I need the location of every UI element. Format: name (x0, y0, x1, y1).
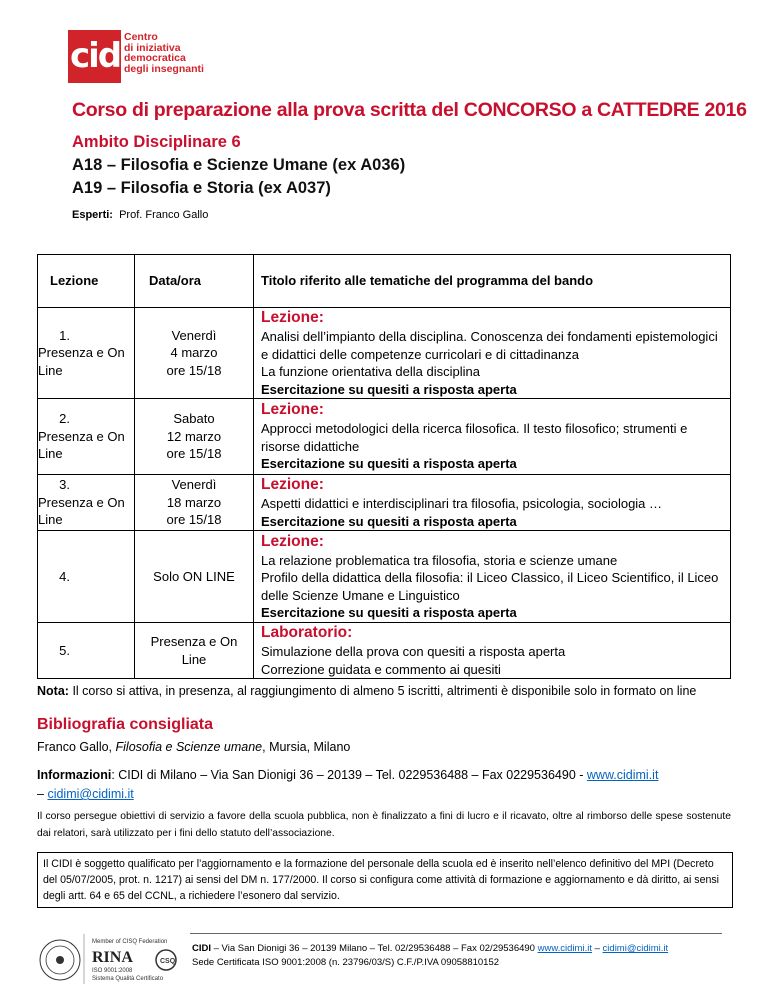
info-text: : CIDI di Milano – Via San Dionigi 36 – 20139 – Tel. 0229536488 – Fax 0229536490 - (111, 768, 587, 782)
row-lezione (38, 399, 135, 475)
table-row (38, 623, 731, 679)
footer-site-link[interactable]: www.cidimi.it (537, 943, 592, 954)
svg-text:CSQ: CSQ (160, 958, 176, 965)
esperti-line (72, 209, 208, 221)
date-line: 12 marzo (166, 428, 222, 444)
info-email-link[interactable]: cidimi@cidimi.it (47, 787, 134, 801)
page-title: Corso di preparazione alla prova scritta del CONCORSO a CATTEDRE 2016 (72, 99, 747, 121)
logo-line: di iniziativa (124, 41, 181, 54)
row-exercise: Esercitazione su quesiti a risposta aperta (261, 605, 517, 620)
row-text: Approcci metodologici della ricerca filosofica. Il testo filosofico; strumenti e risorse didattiche (261, 421, 688, 454)
date-line: Solo ON LINE (153, 568, 235, 584)
rina-system-text: Sistema Qualità Certificato (92, 976, 164, 982)
ambito-subtitle: Ambito Disciplinare 6 (72, 133, 241, 151)
date-line: ore 15/18 (166, 362, 222, 378)
row-number: 3. (59, 477, 70, 493)
logo-line: democratica (124, 52, 186, 64)
nota-paragraph (37, 683, 731, 700)
row-lezione (38, 308, 135, 399)
footer-email-link[interactable]: cidimi@cidimi.it (602, 943, 669, 954)
row-text: Correzione guidata e commento ai quesiti (261, 661, 501, 677)
row-mode: Presenza e On Line (38, 345, 125, 378)
nota-label: Nota: (37, 684, 69, 698)
row-title (254, 475, 731, 531)
row-date (135, 308, 254, 399)
row-lezione (38, 475, 135, 531)
schedule-table (37, 254, 731, 679)
footer-org: CIDI (192, 943, 211, 954)
date-line: Line (181, 651, 207, 667)
row-mode: Presenza e On Line (38, 428, 125, 462)
cidi-logo-mark: cidi (70, 36, 130, 76)
rina-certification-logo (38, 930, 188, 986)
row-text: Analisi dell’impianto della disciplina. Conoscenza dei fondamenti epistemologici e didattici delle competenze curricolari e di cittadinanza (261, 329, 718, 362)
row-kind: Laboratorio: (261, 624, 353, 641)
bibliografia-heading: Bibliografia consigliata (37, 716, 214, 733)
row-text: Profilo della didattica della filosofia: il Liceo Classico, il Liceo Scientifico, il Liceo delle Scienze Umane e Linguistico (261, 570, 719, 603)
row-lezione (38, 531, 135, 623)
date-line: ore 15/18 (166, 512, 222, 528)
row-text: La funzione orientativa della disciplina (261, 364, 480, 379)
row-number: 1. (59, 327, 70, 343)
header-lezione: Lezione (38, 255, 135, 308)
date-line: Venerdì (171, 477, 217, 493)
row-title (254, 531, 731, 623)
esperti-value: Prof. Franco Gallo (119, 209, 209, 221)
esperti-label: Esperti: (72, 209, 113, 221)
row-kind: Lezione: (261, 401, 324, 419)
row-text: Aspetti didattici e interdisciplinari tra filosofia, psicologia, sociologia … (261, 496, 663, 511)
biblio-author: Franco Gallo, (37, 740, 113, 754)
footer-divider (190, 933, 722, 934)
table-row (38, 308, 731, 399)
row-text: Simulazione della prova con quesiti a risposta aperta (261, 644, 566, 659)
footer-address: – Via San Dionigi 36 – 20139 Milano – Tel. 02/29536488 – Fax 02/29536490 (211, 943, 538, 954)
info-label: Informazioni (37, 768, 112, 782)
a18-subtitle: A18 – Filosofia e Scienze Umane (ex A036) (72, 156, 406, 174)
rina-member-text: Member of CISQ Federation (92, 939, 168, 945)
footer-line-1 (192, 942, 668, 956)
bibliografia-entry (37, 740, 350, 754)
logo-line: Centro (124, 31, 158, 43)
row-number: 4. (59, 568, 70, 584)
header-titolo: Titolo riferito alle tematiche del programma del bando (254, 255, 731, 308)
table-row (38, 399, 731, 475)
info-site-link[interactable]: www.cidimi.it (586, 768, 659, 782)
nota-text: Il corso si attiva, in presenza, al raggiungimento di almeno 5 iscritti, altrimenti è disponibile solo in formato on line (72, 684, 697, 698)
row-title (254, 399, 731, 475)
row-exercise: Esercitazione su quesiti a risposta aperta (261, 513, 517, 529)
info-dash: – (37, 787, 48, 801)
row-date (135, 531, 254, 623)
row-date (135, 475, 254, 531)
table-header-row (38, 255, 731, 308)
cidi-qualification-box: Il CIDI è soggetto qualificato per l’aggiornamento e la formazione del personale della scuola ed è inserito nell’elenco definitivo del MPI (Decreto del 05/07/2005, prot. n. 1217) ai sensi del DM n. 177/2000. Il corso si configura come attività di formazione e aggiornamento e dà diritto, ai sensi degli artt. 64 e 65 del CCNL, a richiedere l’esonero dal servizio. (37, 852, 733, 908)
disclaimer-text: Il corso persegue obiettivi di servizio a favore della scuola pubblica, non è finalizzato a fini di lucro e il ricavato, oltre al rimborso delle spese sostenute dai relatori, sarà utilizzato per i fini dello statuto dell’associazione. (37, 811, 731, 839)
a19-subtitle: A19 – Filosofia e Storia (ex A037) (72, 179, 331, 197)
biblio-publisher: , Mursia, Milano (262, 740, 351, 754)
row-number: 2. (59, 411, 70, 427)
cidi-logo-text (124, 32, 204, 74)
row-date (135, 399, 254, 475)
row-title (254, 623, 731, 679)
row-kind: Lezione: (261, 532, 324, 550)
row-number: 5. (59, 642, 70, 658)
row-exercise: Esercitazione su quesiti a risposta aperta (261, 456, 517, 472)
date-line: 4 marzo (170, 345, 218, 361)
row-kind: Lezione: (261, 309, 324, 326)
cidi-logo (68, 30, 130, 83)
date-line: ore 15/18 (166, 446, 222, 462)
logo-line: degli insegnanti (124, 62, 204, 75)
informazioni-paragraph (37, 766, 731, 804)
footer-cert: Sede Certificata ISO 9001:2008 (n. 23796/03/S) C.F./P.IVA 09058810152 (192, 957, 500, 968)
biblio-book: Filosofia e Scienze umane (115, 740, 263, 754)
row-lezione (38, 623, 135, 679)
row-text: La relazione problematica tra filosofia, storia e scienze umane (261, 552, 618, 568)
date-line: Sabato (173, 411, 215, 427)
rina-iso-text: ISO 9001:2008 (92, 968, 133, 974)
row-title (254, 308, 731, 399)
row-kind: Lezione: (261, 476, 324, 493)
table-row (38, 531, 731, 623)
header-data-ora: Data/ora (135, 255, 254, 308)
footer (192, 942, 668, 970)
date-line: Presenza e On (150, 634, 238, 649)
rina-brand-text: RINA (92, 949, 133, 966)
table-row (38, 475, 731, 531)
footer-sep: – (591, 943, 603, 954)
row-date (135, 623, 254, 679)
date-line: Venerdì (171, 327, 217, 343)
row-mode: Presenza e On Line (38, 494, 125, 528)
row-exercise: Esercitazione su quesiti a risposta aperta (261, 381, 517, 397)
date-line: 18 marzo (166, 494, 222, 510)
